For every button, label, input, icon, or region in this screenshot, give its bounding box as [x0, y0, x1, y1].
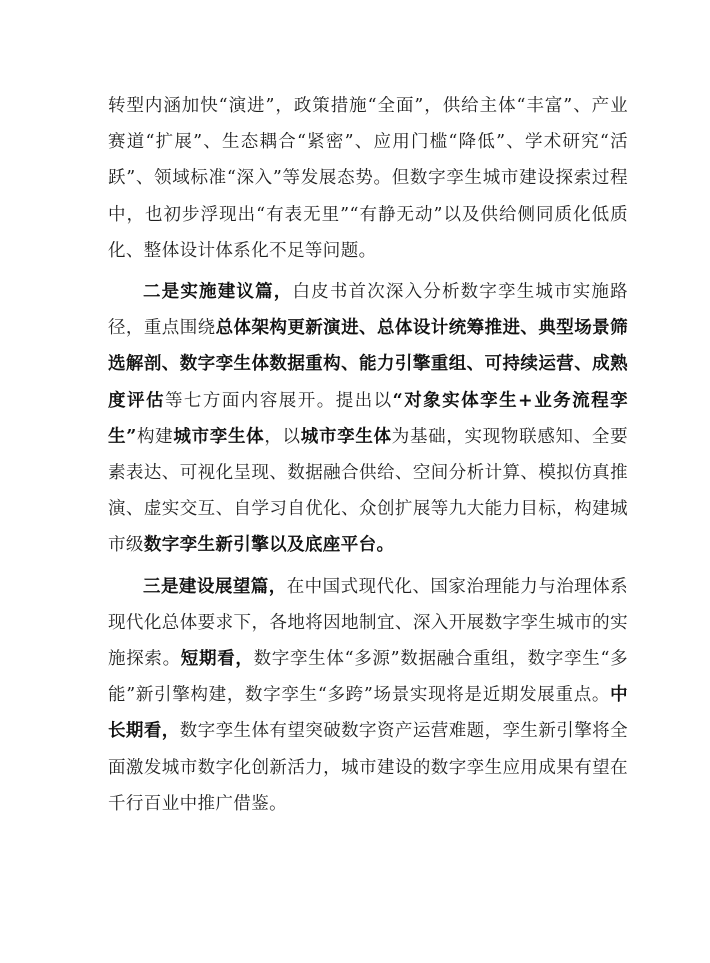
paragraph-implementation-suggestions: [108, 274, 628, 564]
text-segment: 为基础，实现物联感知、全要素表达、可视化呈现、数据融合供给、空间分析计算、模拟仿真推演、虚实交互、自学习自优化、众创扩展等九大能力目标，构建城市级: [108, 426, 629, 556]
bold-text-segment: 城市孪生体: [300, 426, 392, 447]
text-segment: 在中国式现代化、国家治理能力与治理体系现代化总体要求下，各地将因地制宜、深入开展数字孪生城市的实施探索。: [108, 576, 628, 670]
paragraph-development-trends: [108, 88, 628, 269]
text-segment: 数字孪生体“多源”数据融合重组，数字孪生“多能”新引擎构建，数字孪生“多跨”场景实现将是近期发展重点。: [108, 649, 628, 706]
section-heading-outlook: 三是建设展望篇，: [143, 576, 287, 597]
document-body: [108, 88, 628, 827]
text-segment: 转型内涵加快“演进”，政策措施“全面”，供给主体“丰富”、产业赛道“扩展”、生态耦合“紧密”、应用门槛“降低”、学术研究“活跃”、领域标准“深入”等发展态势。但数字孪生城市建设探索过程中，也初步浮现出“有表无里”“有静无动”以及供给侧同质化低质化、整体设计体系化不足等问题。: [108, 96, 628, 261]
section-heading-implementation: 二是实施建议篇，: [143, 282, 293, 303]
bold-text-segment: 短期看，: [180, 649, 254, 670]
bold-text-segment: 中长期看，: [108, 685, 628, 742]
text-segment: 构建: [136, 426, 174, 447]
bold-text-segment: 数字孪生新引擎以及底座平台。: [143, 535, 395, 556]
bold-text-segment: 城市孪生体: [173, 426, 265, 447]
text-segment: 等七方面内容展开。提出以: [164, 390, 393, 411]
text-segment: ，以: [264, 426, 301, 447]
bold-text-segment: 总体架构更新演进、总体设计统筹推进、典型场景筛选解剖、数字孪生体数据重构、能力引擎重组、可持续运营、成熟度评估: [108, 318, 628, 411]
text-segment: 数字孪生体有望突破数字资产运营难题，孪生新引擎将全面激发城市数字化创新活力，城市建设的数字孪生应用成果有望在千行百业中推广借鉴。: [108, 721, 628, 814]
text-segment: 白皮书首次深入分析数字孪生城市实施路径，重点围绕: [108, 282, 629, 339]
paragraph-construction-outlook: [108, 569, 628, 822]
bold-text-segment: “对象实体孪生+业务流程孪生”: [108, 390, 628, 447]
